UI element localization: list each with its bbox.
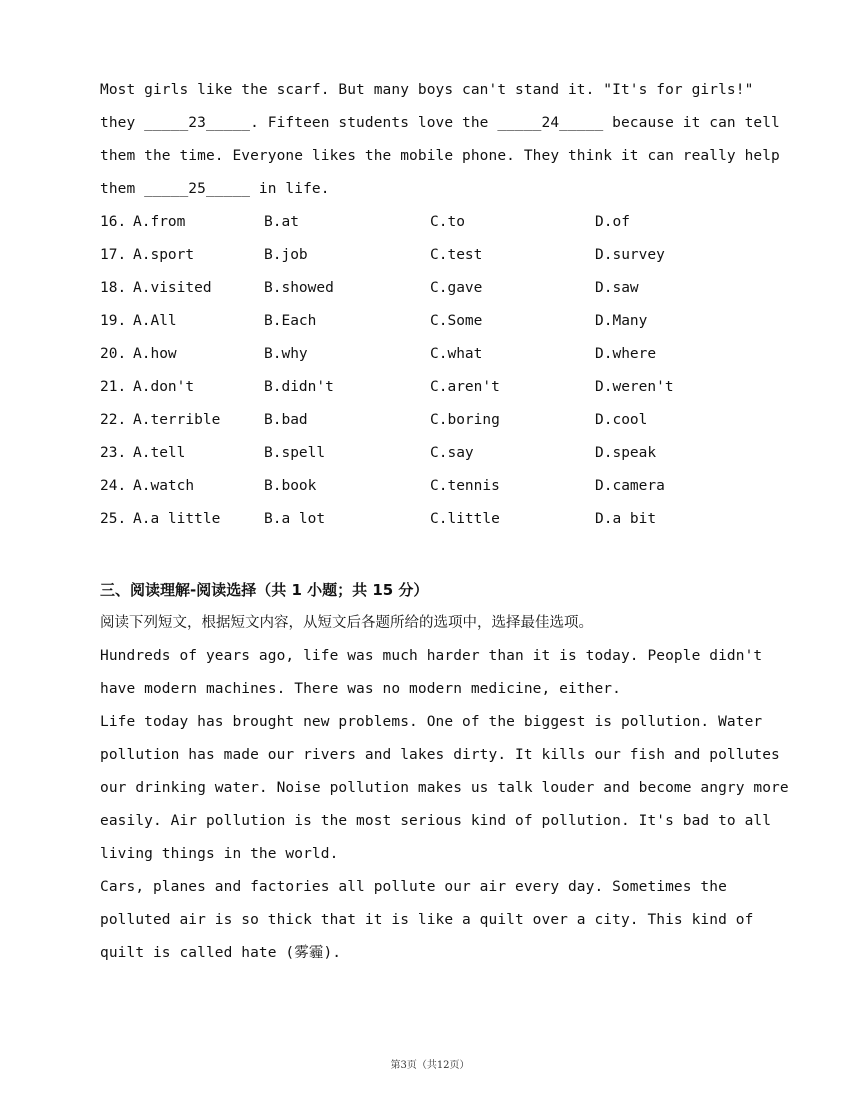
- passage-line: polluted air is so thick that it is like a quilt over a city. This kind of: [100, 912, 754, 928]
- option-c: C.to: [430, 214, 465, 230]
- passage-line: living things in the world.: [100, 846, 339, 862]
- option-d: D.Many: [595, 313, 648, 329]
- option-b: B.spell: [264, 445, 326, 461]
- passage-line: Hundreds of years ago, life was much harder than it is today. People didn't: [100, 648, 763, 664]
- page-content: [100, 74, 789, 970]
- option-c: C.Some: [430, 313, 483, 329]
- question-number: 16.: [100, 214, 127, 230]
- option-a: A.watch: [133, 478, 195, 494]
- option-d: D.a bit: [595, 511, 657, 527]
- question-option-row: [100, 305, 780, 338]
- option-a: A.terrible: [133, 412, 221, 428]
- passage-line: them the time. Everyone likes the mobile phone. They think it can really help: [100, 148, 780, 164]
- spacer: [100, 536, 780, 574]
- option-b: B.a lot: [264, 511, 326, 527]
- option-d: D.saw: [595, 280, 639, 296]
- passage-line: our drinking water. Noise pollution makes us talk louder and become angry more: [100, 780, 789, 796]
- question-number: 25.: [100, 511, 127, 527]
- option-d: D.speak: [595, 445, 657, 461]
- option-b: B.at: [264, 214, 299, 230]
- option-b: B.Each: [264, 313, 317, 329]
- option-c: C.say: [430, 445, 474, 461]
- option-a: A.sport: [133, 247, 195, 263]
- passage-line: them _____25_____ in life.: [100, 181, 330, 197]
- cloze-passage-continued: [100, 74, 780, 206]
- question-option-row: [100, 338, 780, 371]
- passage-line: Cars, planes and factories all pollute our air every day. Sometimes the: [100, 879, 727, 895]
- passage-line: Most girls like the scarf. But many boys can't stand it. "It's for girls!": [100, 82, 754, 98]
- question-option-row: [100, 371, 780, 404]
- passage-line: pollution has made our rivers and lakes dirty. It kills our fish and pollutes: [100, 747, 780, 763]
- question-option-row: [100, 503, 780, 536]
- option-d: D.where: [595, 346, 657, 362]
- option-b: B.bad: [264, 412, 308, 428]
- reading-passage: [100, 640, 789, 970]
- option-b: B.book: [264, 478, 317, 494]
- option-c: C.gave: [430, 280, 483, 296]
- option-b: B.didn't: [264, 379, 334, 395]
- section-title: 三、阅读理解-阅读选择（共 1 小题；共 15 分）: [100, 581, 429, 599]
- question-option-row: [100, 272, 780, 305]
- option-b: B.why: [264, 346, 308, 362]
- question-number: 22.: [100, 412, 127, 428]
- option-c: C.test: [430, 247, 483, 263]
- question-number: 20.: [100, 346, 127, 362]
- passage-line: easily. Air pollution is the most serious kind of pollution. It's bad to all: [100, 813, 772, 829]
- passage-line: have modern machines. There was no modern medicine, either.: [100, 681, 621, 697]
- question-option-row: [100, 239, 780, 272]
- option-c: C.little: [430, 511, 500, 527]
- option-d: D.survey: [595, 247, 665, 263]
- page-footer: 第3页（共12页）: [390, 1060, 470, 1071]
- question-number: 19.: [100, 313, 127, 329]
- option-a: A.from: [133, 214, 186, 230]
- answer-options: [100, 206, 780, 536]
- section-instruction: 阅读下列短文，根据短文内容，从短文后各题所给的选项中，选择最佳选项。: [100, 615, 593, 631]
- option-a: A.don't: [133, 379, 195, 395]
- option-d: D.of: [595, 214, 630, 230]
- question-number: 17.: [100, 247, 127, 263]
- question-number: 18.: [100, 280, 127, 296]
- option-a: A.All: [133, 313, 177, 329]
- question-option-row: [100, 404, 780, 437]
- option-c: C.tennis: [430, 478, 500, 494]
- option-c: C.what: [430, 346, 483, 362]
- question-number: 21.: [100, 379, 127, 395]
- question-option-row: [100, 470, 780, 503]
- option-b: B.showed: [264, 280, 334, 296]
- option-a: A.visited: [133, 280, 212, 296]
- option-a: A.tell: [133, 445, 186, 461]
- question-option-row: [100, 437, 780, 470]
- reading-section: [100, 574, 789, 970]
- option-c: C.boring: [430, 412, 500, 428]
- passage-line: they _____23_____. Fifteen students love the _____24_____ because it can tell: [100, 115, 780, 131]
- option-b: B.job: [264, 247, 308, 263]
- option-d: D.camera: [595, 478, 665, 494]
- passage-line: Life today has brought new problems. One of the biggest is pollution. Water: [100, 714, 763, 730]
- option-d: D.cool: [595, 412, 648, 428]
- option-a: A.how: [133, 346, 177, 362]
- option-c: C.aren't: [430, 379, 500, 395]
- option-d: D.weren't: [595, 379, 674, 395]
- question-number: 24.: [100, 478, 127, 494]
- question-option-row: [100, 206, 780, 239]
- passage-line: quilt is called hate (雾霾).: [100, 945, 342, 961]
- option-a: A.a little: [133, 511, 221, 527]
- question-number: 23.: [100, 445, 127, 461]
